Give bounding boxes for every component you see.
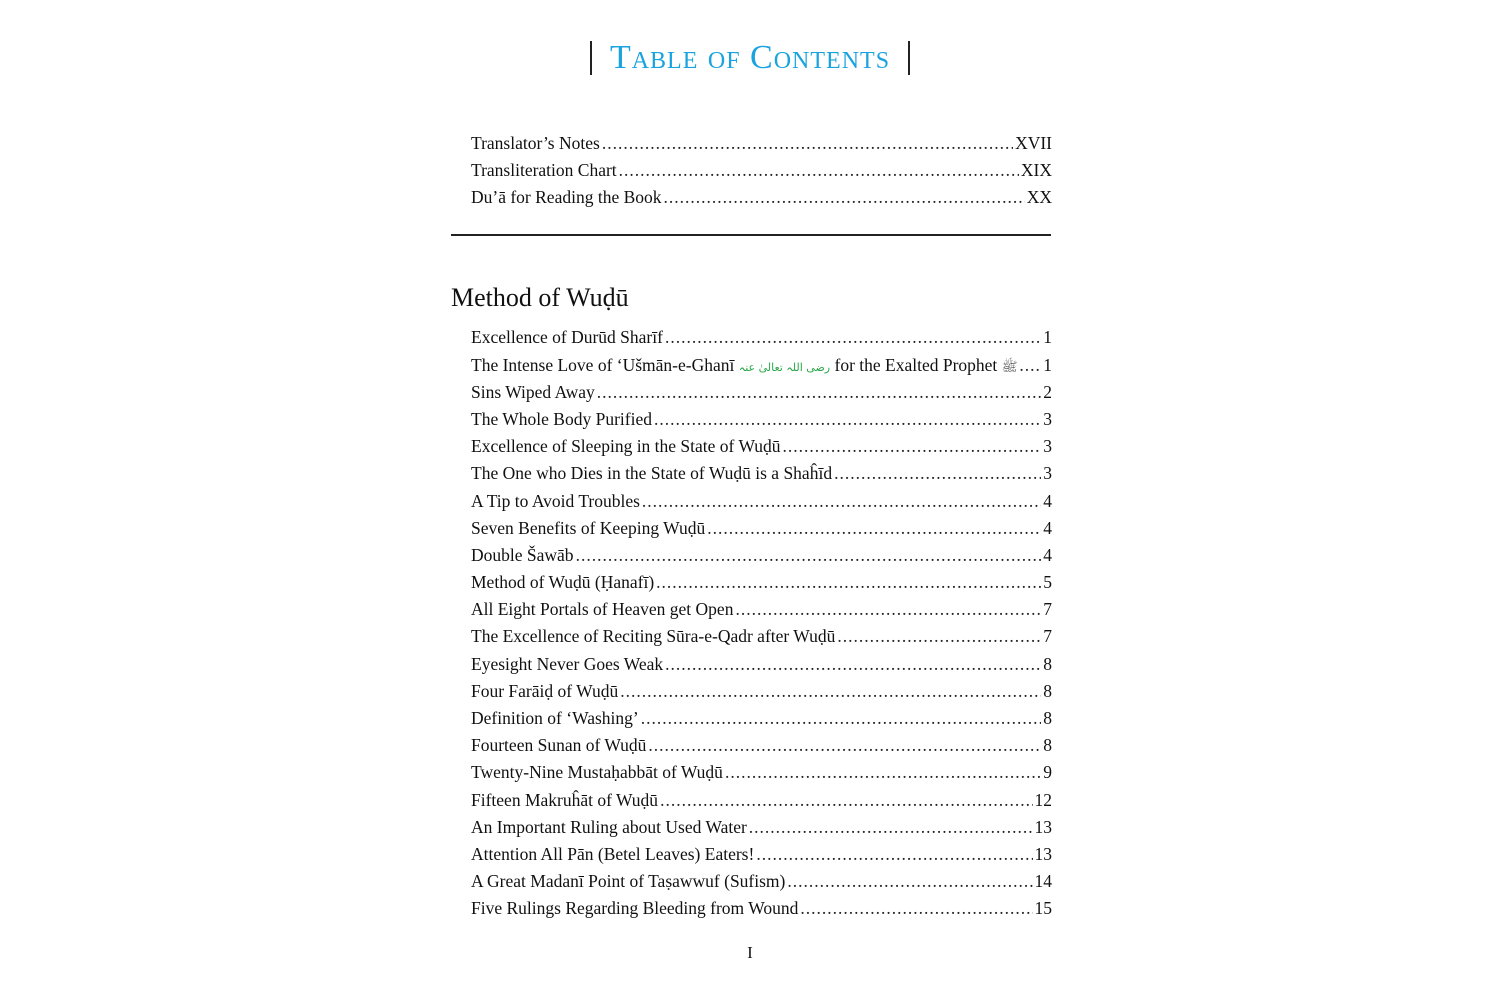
dot-leader [576, 542, 1042, 569]
dot-leader [654, 406, 1041, 433]
toc-row[interactable] [471, 895, 1052, 922]
toc-entry-text-part: The Intense Love of ‘Ušmān-e-Ghanī [471, 355, 735, 375]
toc-entry-text: Seven Benefits of Keeping Wuḍū [471, 518, 706, 538]
toc-entry-text: The Excellence of Reciting Sūra-e-Qadr after Wuḍū [471, 626, 836, 646]
toc-entry-text: Definition of ‘Washing’ [471, 708, 639, 728]
dot-leader [707, 515, 1041, 542]
toc-row[interactable] [471, 352, 1052, 379]
toc-entry-text: Attention All Pān (Betel Leaves) Eaters! [471, 844, 755, 864]
dot-leader [642, 488, 1041, 515]
toc-row[interactable] [471, 814, 1052, 841]
dot-leader [664, 184, 1025, 211]
toc-page-number: 4 [1043, 518, 1052, 538]
page-title: Table of Contents [609, 39, 891, 76]
toc-page-number: 5 [1043, 572, 1052, 592]
section-divider [451, 234, 1051, 236]
toc-row[interactable] [471, 488, 1052, 515]
toc-page-number: 1 [1043, 355, 1052, 375]
dot-leader [1019, 352, 1041, 379]
toc-row[interactable] [471, 732, 1052, 759]
toc-entry-text: A Tip to Avoid Troubles [471, 491, 640, 511]
toc-entry-text: Five Rulings Regarding Bleeding from Wound [471, 898, 799, 918]
toc-entry-text [471, 352, 1017, 381]
toc-page-number: 15 [1034, 898, 1052, 918]
toc-page-number: 1 [1043, 327, 1052, 347]
toc-entry-text: A Great Madanī Point of Taṣawwuf (Sufism) [471, 871, 786, 891]
toc-entry-text: Excellence of Durūd Sharīf [471, 327, 663, 347]
toc-row[interactable] [471, 759, 1052, 786]
toc-page-number: 7 [1043, 626, 1052, 646]
toc-row[interactable] [471, 596, 1052, 623]
toc-row[interactable] [471, 324, 1052, 351]
dot-leader [787, 868, 1032, 895]
toc-entry-text: Twenty-Nine Mustaḥabbāt of Wuḍū [471, 762, 723, 782]
toc-row[interactable] [471, 705, 1052, 732]
dot-leader [602, 130, 1013, 157]
dot-leader [735, 596, 1041, 623]
toc-row-front[interactable] [471, 130, 1052, 157]
title-left-bar [590, 41, 592, 75]
toc-entry-text: Double Šawāb [471, 545, 574, 565]
toc-row[interactable] [471, 787, 1052, 814]
dot-leader [834, 460, 1041, 487]
dot-leader [725, 759, 1041, 786]
toc-page-number: XVII [1015, 133, 1052, 153]
honorific-calligraphy: رضی اللہ تعالیٰ عنہ [738, 361, 831, 374]
toc-page-number: 8 [1043, 735, 1052, 755]
dot-leader [641, 705, 1042, 732]
title-right-bar [908, 41, 910, 75]
toc-page-number: 8 [1043, 654, 1052, 674]
toc-row[interactable] [471, 678, 1052, 705]
toc-page-number: 4 [1043, 491, 1052, 511]
toc-page-number: 13 [1034, 817, 1052, 837]
toc-row[interactable] [471, 569, 1052, 596]
toc-page-number: 4 [1043, 545, 1052, 565]
toc-page-number: XIX [1020, 160, 1052, 180]
dot-leader [620, 678, 1041, 705]
toc-entry-text: Fourteen Sunan of Wuḍū [471, 735, 647, 755]
honorific-calligraphy: ﷺ [1001, 360, 1018, 375]
toc-row[interactable] [471, 868, 1052, 895]
dot-leader [665, 324, 1041, 351]
dot-leader [837, 623, 1041, 650]
toc-row[interactable] [471, 841, 1052, 868]
toc-row[interactable] [471, 542, 1052, 569]
toc-entry-text: The One who Dies in the State of Wuḍū is a Shaĥīd [471, 463, 833, 483]
toc-entry-text-part: for the Exalted Prophet [834, 355, 998, 375]
toc-row[interactable] [471, 515, 1052, 542]
section-heading: Method of Wuḍū [451, 283, 629, 312]
toc-row[interactable] [471, 623, 1052, 650]
toc-page-number: 3 [1043, 436, 1052, 456]
toc-page-number: 8 [1043, 681, 1052, 701]
toc-page-number: 3 [1043, 409, 1052, 429]
toc-entry-text: Excellence of Sleeping in the State of Wuḍū [471, 436, 781, 456]
dot-leader [756, 841, 1032, 868]
toc-row-front[interactable] [471, 184, 1052, 211]
toc-entry-text: Fifteen Makruĥāt of Wuḍū [471, 790, 659, 810]
dot-leader [800, 895, 1032, 922]
toc-page-number: 12 [1034, 790, 1052, 810]
toc-row[interactable] [471, 651, 1052, 678]
dot-leader [783, 433, 1042, 460]
page-header [0, 38, 1500, 78]
toc-row-front[interactable] [471, 157, 1052, 184]
toc-row[interactable] [471, 406, 1052, 433]
toc-page-number: 13 [1034, 844, 1052, 864]
page-number: I [747, 943, 753, 962]
toc-page-number: 9 [1043, 762, 1052, 782]
dot-leader [665, 651, 1041, 678]
toc-row[interactable] [471, 379, 1052, 406]
toc-entry-text: Transliteration Chart [471, 160, 617, 180]
toc-entry-text: Method of Wuḍū (Ḥanafī) [471, 572, 655, 592]
dot-leader [749, 814, 1033, 841]
toc-page-number: 7 [1043, 599, 1052, 619]
toc-entry-text: All Eight Portals of Heaven get Open [471, 599, 734, 619]
toc-entry-text: The Whole Body Purified [471, 409, 652, 429]
toc-page-number: 14 [1034, 871, 1052, 891]
toc-page-number: 3 [1043, 463, 1052, 483]
toc-entry-text: Translator’s Notes [471, 133, 600, 153]
toc-entry-text: An Important Ruling about Used Water [471, 817, 747, 837]
toc-entry-text: Eyesight Never Goes Weak [471, 654, 664, 674]
toc-row[interactable] [471, 433, 1052, 460]
dot-leader [656, 569, 1041, 596]
toc-entry-text: Du’ā for Reading the Book [471, 187, 662, 207]
dot-leader [648, 732, 1041, 759]
dot-leader [597, 379, 1041, 406]
toc-page-number: 2 [1043, 382, 1052, 402]
toc-entry-text: Four Farāiḍ of Wuḍū [471, 681, 619, 701]
dot-leader [660, 787, 1032, 814]
toc-page-number: 8 [1043, 708, 1052, 728]
toc-page-number: XX [1026, 187, 1052, 207]
toc-row[interactable] [471, 460, 1052, 487]
dot-leader [619, 157, 1019, 184]
toc-entry-text: Sins Wiped Away [471, 382, 595, 402]
